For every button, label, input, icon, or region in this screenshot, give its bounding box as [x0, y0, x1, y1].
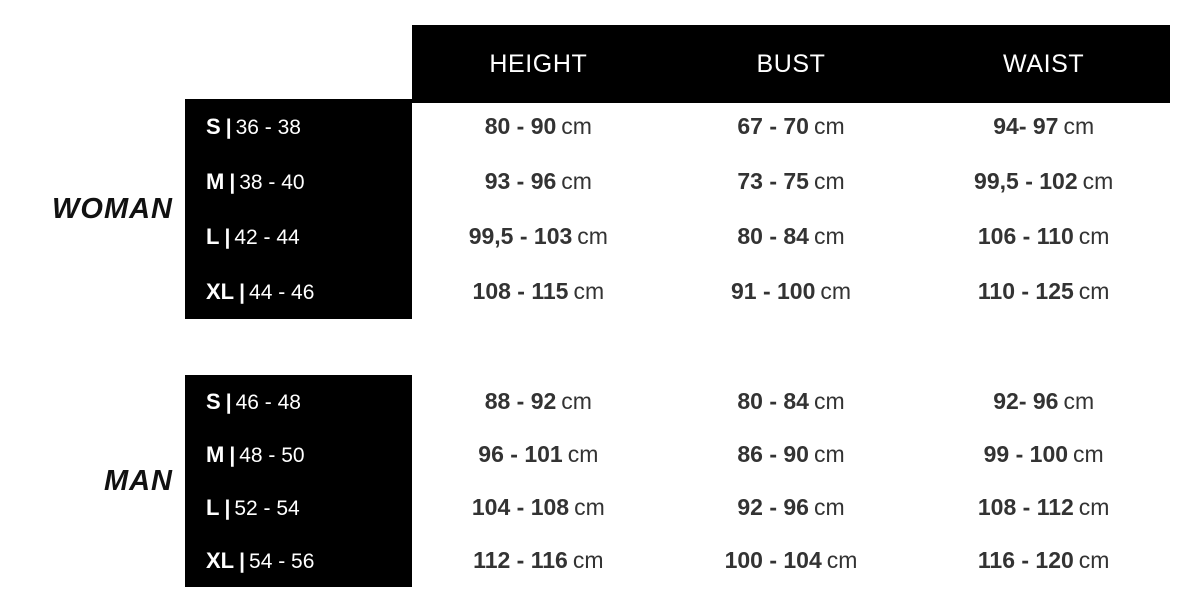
cell-bust: [665, 441, 918, 468]
cell-height: [412, 113, 665, 140]
size-cell: [185, 169, 412, 195]
cell-value: 88 - 92: [484, 388, 557, 414]
group-man: [0, 375, 1200, 587]
size-range: 48 - 50: [239, 443, 305, 467]
cell-unit: cm: [813, 223, 845, 249]
cell-value: 112 - 116: [473, 547, 568, 573]
cell-bust: [665, 278, 918, 305]
cell-unit: cm: [813, 113, 845, 139]
cell-value: 100 - 104: [724, 547, 822, 573]
cell-waist: [917, 441, 1170, 468]
table-row: [185, 428, 1170, 481]
cell-value: 80 - 84: [737, 388, 809, 414]
column-header-waist: WAIST: [1003, 49, 1085, 78]
cell-height: [412, 441, 665, 468]
table-row: [185, 375, 1170, 428]
size-cell: [185, 548, 412, 574]
cell-waist: [917, 278, 1170, 305]
cell-waist: [917, 547, 1170, 574]
cell-value: 67 - 70: [737, 113, 809, 139]
column-header-bust: BUST: [756, 49, 826, 78]
cell-value: 104 - 108: [471, 494, 570, 520]
size-code: L: [206, 494, 220, 520]
cell-unit: cm: [1078, 547, 1110, 573]
cell-height: [412, 547, 665, 574]
cell-height: [412, 278, 665, 305]
size-separator: |: [239, 280, 246, 304]
size-cell: [185, 442, 412, 468]
table-row: [185, 534, 1170, 587]
size-code: M: [206, 441, 225, 467]
size-cell: [185, 224, 412, 250]
cell-unit: cm: [1063, 113, 1095, 139]
cell-bust: [665, 113, 918, 140]
cell-unit: cm: [1073, 441, 1104, 467]
cell-bust: [665, 388, 918, 415]
cell-value: 96 - 101: [478, 441, 563, 467]
table-row: [185, 481, 1170, 534]
cell-unit: cm: [813, 441, 845, 467]
cell-bust: [665, 547, 918, 574]
group-label-woman: WOMAN: [52, 192, 173, 225]
cell-height: [412, 168, 665, 195]
cell-value: 92- 96: [993, 388, 1059, 414]
cell-value: 91 - 100: [730, 278, 816, 304]
size-cell: [185, 114, 412, 140]
size-separator: |: [229, 170, 236, 194]
cell-value: 108 - 115: [472, 278, 569, 304]
cell-value: 106 - 110: [977, 223, 1074, 249]
cell-value: 99,5 - 102: [974, 168, 1078, 194]
size-range: 38 - 40: [239, 170, 305, 194]
size-cell: [185, 389, 412, 415]
cell-unit: cm: [561, 168, 592, 194]
size-separator: |: [225, 390, 232, 414]
rows-woman: [185, 99, 1170, 319]
size-separator: |: [239, 549, 246, 573]
size-code: XL: [206, 547, 235, 573]
column-header-height: HEIGHT: [489, 49, 588, 78]
cell-unit: cm: [813, 168, 845, 194]
cell-height: [412, 223, 665, 250]
size-separator: |: [229, 443, 236, 467]
cell-value: 94- 97: [993, 113, 1059, 139]
cell-unit: cm: [1078, 278, 1110, 304]
size-cell: [185, 495, 412, 521]
size-range: 46 - 48: [235, 390, 301, 414]
cell-waist: [917, 388, 1170, 415]
rows-man: [185, 375, 1170, 587]
size-range: 42 - 44: [234, 225, 300, 249]
cell-height: [412, 494, 665, 521]
cell-unit: cm: [574, 494, 605, 520]
cell-waist: [917, 168, 1170, 195]
cell-unit: cm: [572, 547, 604, 573]
cell-value: 99 - 100: [983, 441, 1069, 467]
cell-unit: cm: [573, 278, 605, 304]
cell-value: 80 - 90: [484, 113, 557, 139]
cell-unit: cm: [813, 388, 845, 414]
group-label-man: MAN: [103, 464, 173, 497]
size-range: 44 - 46: [249, 280, 315, 304]
size-separator: |: [224, 496, 231, 520]
cell-unit: cm: [813, 494, 845, 520]
cell-unit: cm: [577, 223, 608, 249]
size-code: S: [206, 388, 221, 414]
cell-unit: cm: [820, 278, 852, 304]
size-range: 52 - 54: [234, 496, 300, 520]
cell-value: 93 - 96: [484, 168, 557, 194]
table-row: [185, 154, 1170, 209]
cell-unit: cm: [1082, 168, 1114, 194]
size-separator: |: [224, 225, 231, 249]
size-cell: [185, 279, 412, 305]
cell-waist: [917, 494, 1170, 521]
cell-unit: cm: [1063, 388, 1095, 414]
cell-value: 110 - 125: [977, 278, 1074, 304]
cell-value: 86 - 90: [737, 441, 809, 467]
cell-unit: cm: [1078, 494, 1110, 520]
cell-height: [412, 388, 665, 415]
cell-unit: cm: [826, 547, 858, 573]
table-row: [185, 209, 1170, 264]
size-code: L: [206, 223, 220, 249]
cell-value: 116 - 120: [977, 547, 1074, 573]
cell-bust: [665, 223, 918, 250]
cell-unit: cm: [561, 388, 592, 414]
cell-unit: cm: [1078, 223, 1110, 249]
table-row: [185, 99, 1170, 154]
cell-waist: [917, 113, 1170, 140]
size-code: XL: [206, 278, 235, 304]
size-separator: |: [225, 115, 232, 139]
cell-waist: [917, 223, 1170, 250]
cell-bust: [665, 168, 918, 195]
cell-unit: cm: [561, 113, 592, 139]
cell-unit: cm: [567, 441, 599, 467]
column-header-row: [412, 25, 1170, 103]
cell-value: 92 - 96: [737, 494, 809, 520]
cell-bust: [665, 494, 918, 521]
size-range: 36 - 38: [235, 115, 301, 139]
size-code: M: [206, 168, 225, 194]
cell-value: 108 - 112: [977, 494, 1074, 520]
table-row: [185, 264, 1170, 319]
cell-value: 73 - 75: [737, 168, 809, 194]
cell-value: 80 - 84: [737, 223, 809, 249]
cell-value: 99,5 - 103: [468, 223, 573, 249]
size-range: 54 - 56: [249, 549, 315, 573]
size-code: S: [206, 113, 221, 139]
group-woman: [0, 99, 1200, 319]
